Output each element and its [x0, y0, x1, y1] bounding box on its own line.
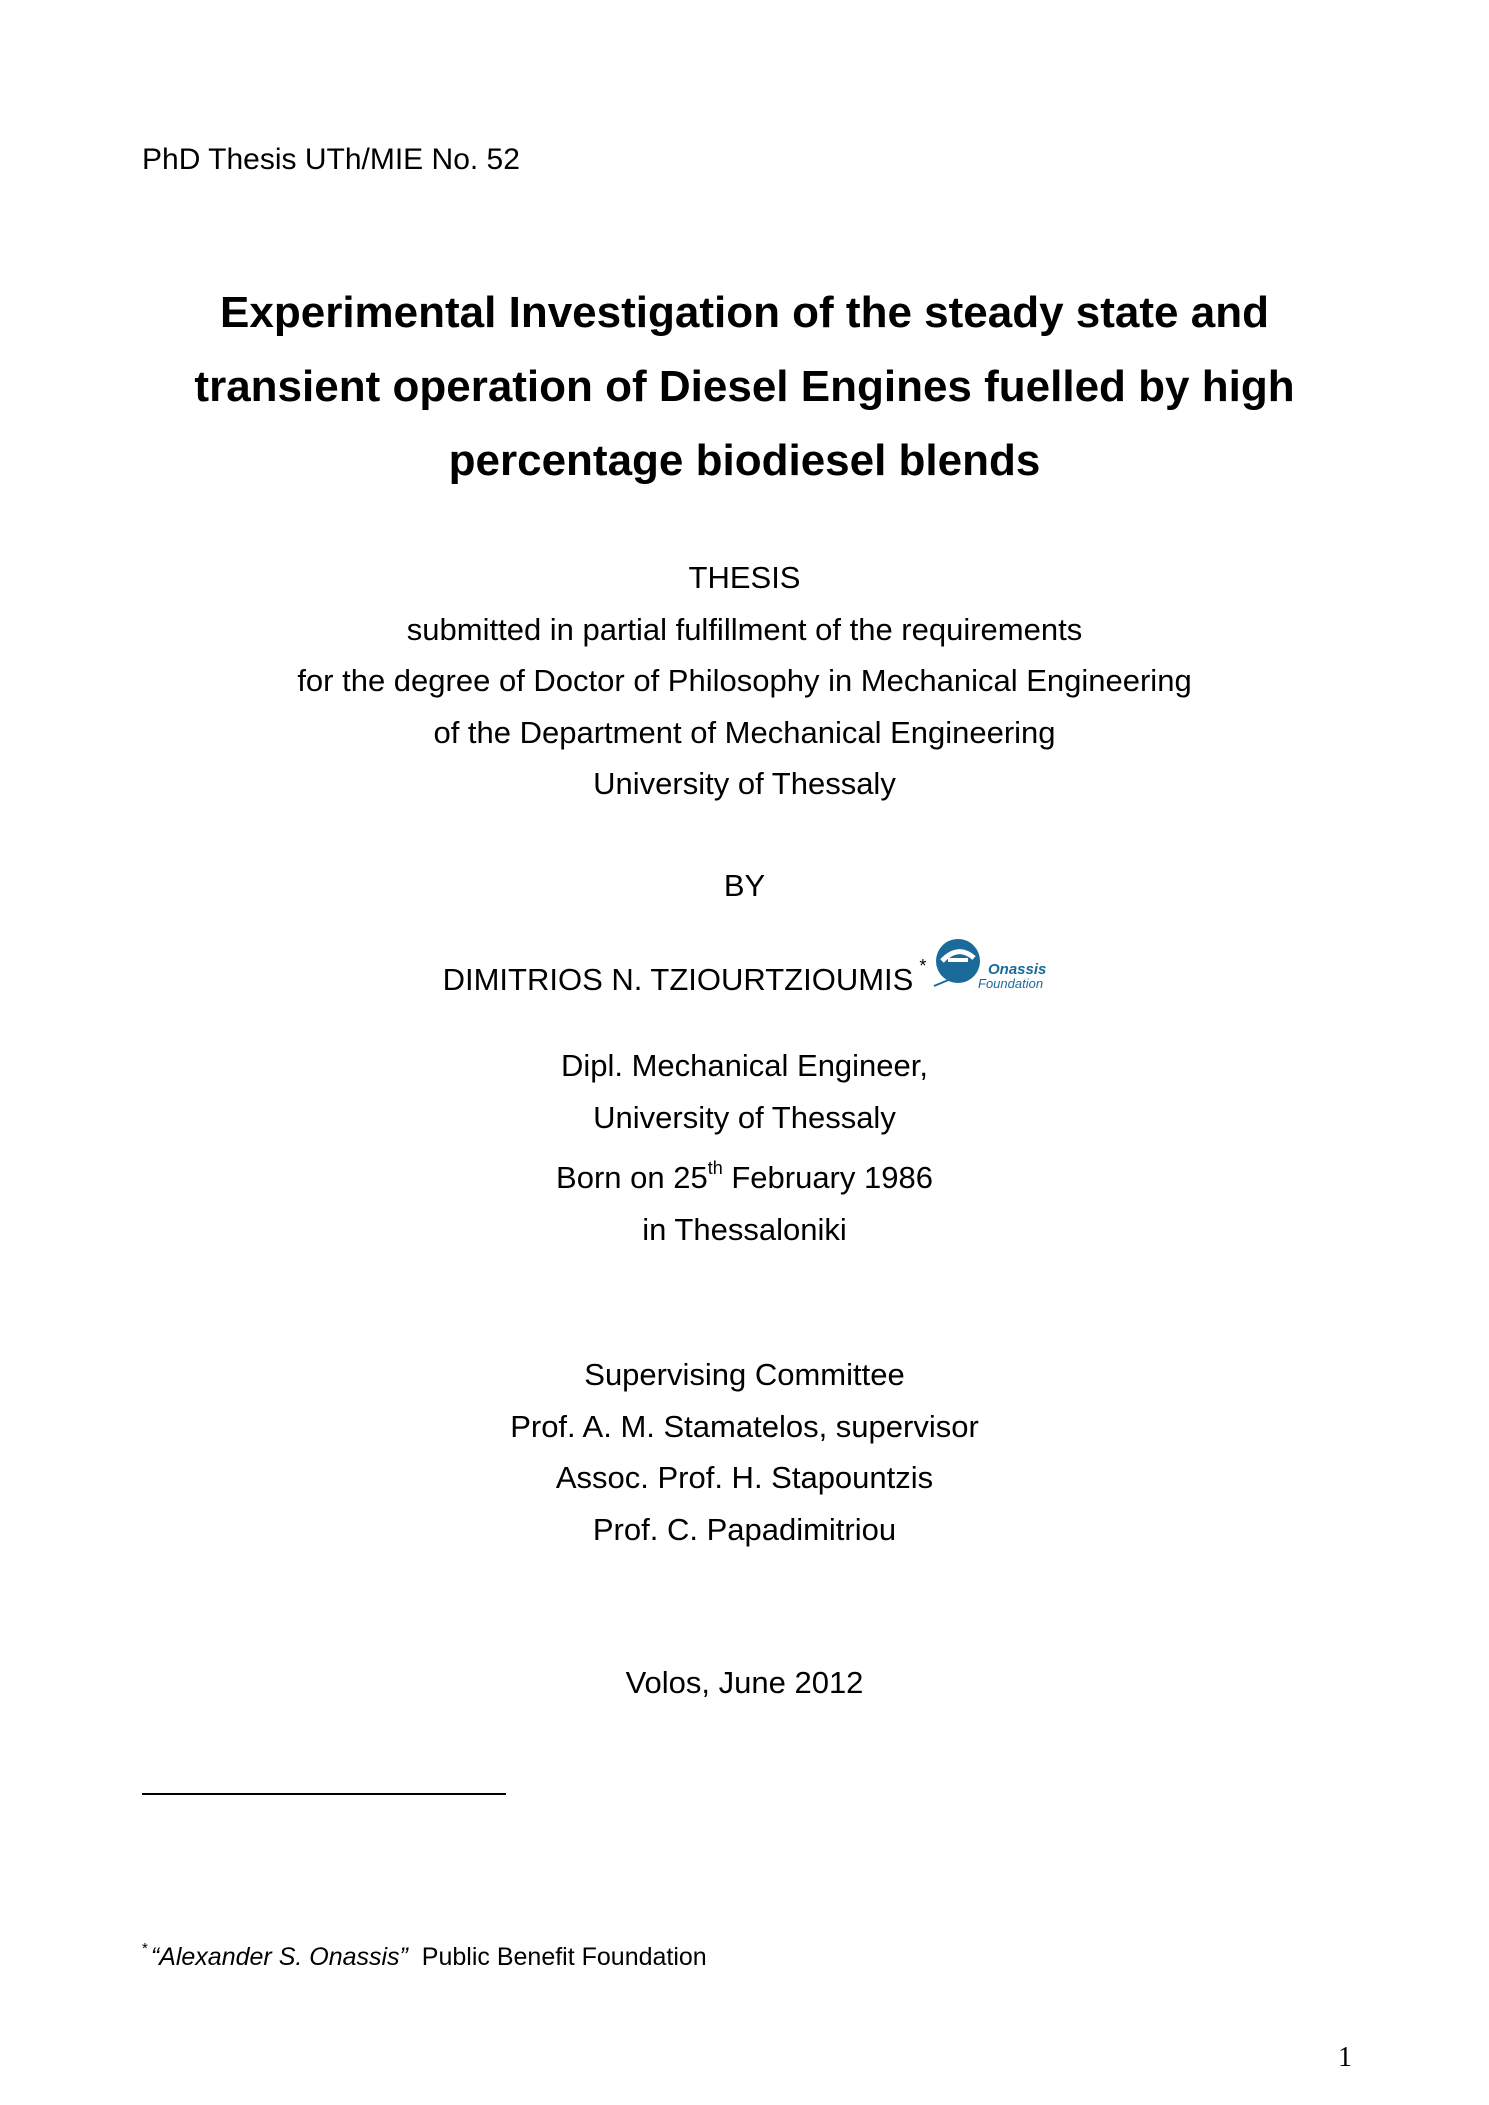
author-credentials — [0, 1040, 1489, 1255]
university-line: University of Thessaly — [593, 1099, 896, 1135]
onassis-foundation-logo — [928, 936, 1046, 1013]
footnote-marker: * — [142, 1940, 148, 1957]
title-line: Experimental Investigation of the steady state and — [220, 288, 1269, 337]
committee-member: Prof. A. M. Stamatelos, supervisor — [510, 1408, 979, 1444]
submission-line: submitted in partial fulfillment of the requirements — [406, 611, 1083, 647]
birth-date-prefix: Born on 25 — [556, 1160, 708, 1195]
thesis-label: THESIS — [688, 560, 801, 595]
birth-date-suffix: February 1986 — [722, 1160, 933, 1195]
submission-statement — [0, 552, 1489, 810]
logo-text-line2: Foundation — [978, 976, 1044, 991]
birth-place-line: in Thessaloniki — [642, 1211, 847, 1247]
footnote — [142, 1940, 707, 1972]
footnote-italic-text: “Alexander S. Onassis” — [150, 1943, 408, 1971]
title-line: percentage biodiesel blends — [448, 436, 1041, 485]
footnote-divider — [142, 1793, 506, 1795]
by-label: BY — [723, 868, 766, 903]
submission-line: for the degree of Doctor of Philosophy in Mechanical Engineering — [297, 663, 1192, 698]
committee-member: Assoc. Prof. H. Stapountzis — [555, 1460, 934, 1495]
committee-member: Prof. C. Papadimitriou — [592, 1511, 897, 1547]
supervising-committee — [0, 1349, 1489, 1555]
birth-date-line — [0, 1143, 1489, 1204]
footnote-marker: * — [919, 956, 927, 976]
page-number: 1 — [1338, 2042, 1352, 2073]
thesis-title — [0, 276, 1489, 498]
birth-date-ordinal: th — [707, 1158, 723, 1178]
author-name: DIMITRIOS N. TZIOURTZIOUMIS — [442, 962, 914, 997]
submission-line: of the Department of Mechanical Engineering — [433, 714, 1056, 750]
thesis-number: PhD Thesis UTh/MIE No. 52 — [142, 143, 520, 176]
footnote-text: Public Benefit Foundation — [421, 1943, 707, 1971]
committee-heading: Supervising Committee — [584, 1357, 905, 1392]
logo-text-line1: Onassis — [988, 961, 1047, 978]
author-line — [0, 936, 1489, 1013]
degree-line: Dipl. Mechanical Engineer, — [560, 1048, 929, 1083]
university-line: University of Thessaly — [593, 766, 896, 801]
title-line: transient operation of Diesel Engines fuelled by high — [194, 362, 1295, 411]
place-date: Volos, June 2012 — [625, 1665, 864, 1700]
